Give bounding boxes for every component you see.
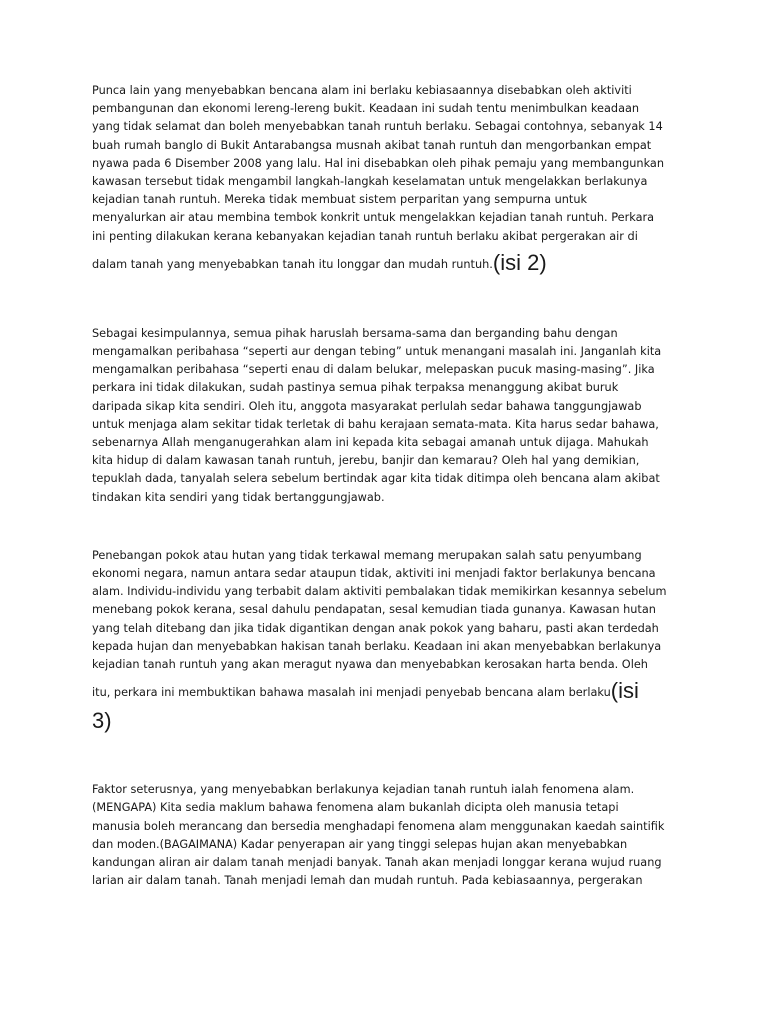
text-line: ini penting dilakukan kerana kebanyakan kejadian tanah runtuh berlaku akibat pergerakan air di xyxy=(92,229,638,243)
section-marker: (isi 2) xyxy=(492,249,547,275)
text-line: menebang pokok kerana, sesal dahulu pendapatan, sesal kemudian tiada gunanya. Kawasan hutan xyxy=(92,603,656,617)
text-line: kejadian tanah runtuh yang akan meragut nyawa dan menyebabkan kerosakan harta benda. Oleh xyxy=(92,658,648,672)
text-line: tindakan kita sendiri yang tidak bertanggungjawab. xyxy=(92,490,385,504)
text-line: kejadian tanah runtuh. Mereka tidak membuat sistem perparitan yang sempurna untuk xyxy=(92,193,588,207)
text-line: perkara ini tidak dilakukan, sudah pastinya semua pihak terpaksa menanggung akibat buruk xyxy=(92,381,619,395)
text-line: larian air dalam tanah. Tanah menjadi lemah dan mudah runtuh. Pada kebiasaannya, pergerakan xyxy=(92,874,643,888)
section-marker-continued: 3) xyxy=(92,708,112,734)
text-line: Penebangan pokok atau hutan yang tidak terkawal memang merupakan salah satu penyumbang xyxy=(92,548,642,562)
text-line: ekonomi negara, namun antara sedar ataupun tidak, aktiviti ini menjadi faktor berlakunya bencana xyxy=(92,567,656,581)
section-marker: (isi xyxy=(610,678,639,704)
text-line: (MENGAPA) Kita sedia maklum bahawa fenomena alam bukanlah dicipta oleh manusia tetapi xyxy=(92,801,619,815)
paragraph-3 xyxy=(92,547,667,734)
text-line: nyawa pada 6 Disember 2008 yang lalu. Hal ini disebabkan oleh pihak pemaju yang membangunkan xyxy=(92,156,664,170)
text-line: manusia boleh merancang dan bersedia menghadapi fenomena alam menggunakan kaedah saintifik xyxy=(92,819,665,833)
text-line: daripada sikap kita sendiri. Oleh itu, anggota masyarakat perlulah sedar bahawa tanggungjawab xyxy=(92,399,642,413)
paragraph-2 xyxy=(92,325,662,507)
text-line: mengamalkan peribahasa “seperti aur dengan tebing” untuk menangani masalah ini. Janganlah kita xyxy=(92,345,662,359)
text-line: kandungan aliran air dalam tanah menjadi banyak. Tanah akan menjadi longgar kerana wujud ruang xyxy=(92,856,662,870)
text-line-with-marker xyxy=(92,680,652,704)
text-line: pembangunan dan ekonomi lereng-lereng bukit. Keadaan ini sudah tentu menimbulkan keadaan xyxy=(92,102,640,116)
text-line: kepada hujan dan menyebabkan hakisan tanah berlaku. Keadaan ini akan menyebabkan berlakunya xyxy=(92,639,662,653)
text-line-last: itu, perkara ini membuktikan bahawa masalah ini menjadi penyebab bencana alam berlaku xyxy=(92,686,611,700)
text-line: menyalurkan air atau membina tembok konkrit untuk mengelakkan kejadian tanah runtuh. Perkara xyxy=(92,211,655,225)
text-line: kita hidup di dalam kawasan tanah runtuh, jerebu, banjir dan kemarau? Oleh hal yang demikian, xyxy=(92,454,640,468)
text-line: Faktor seterusnya, yang menyebabkan berlakunya kejadian tanah runtuh ialah fenomena alam. xyxy=(92,783,635,797)
text-line-last: dalam tanah yang menyebabkan tanah itu longgar dan mudah runtuh. xyxy=(92,257,493,271)
text-line: alam. Individu-individu yang terbabit dalam aktiviti pembalakan tidak memikirkan kesannya sebelum xyxy=(92,585,667,599)
document-body xyxy=(92,82,667,891)
text-line: tepuklah dada, tanyalah selera sebelum bertindak agar kita tidak ditimpa oleh bencana alam akibat xyxy=(92,472,660,486)
text-line: Sebagai kesimpulannya, semua pihak haruslah bersama-sama dan berganding bahu dengan xyxy=(92,326,618,340)
text-line: mengamalkan peribahasa “seperti enau di dalam belukar, melepaskan pucuk masing-masing”. Jika xyxy=(92,363,655,377)
text-line: kawasan tersebut tidak mengambil langkah-langkah keselamatan untuk mengelakkan berlakunya xyxy=(92,175,648,189)
text-line: buah rumah banglo di Bukit Antarabangsa musnah akibat tanah runtuh dan mengorbankan empat xyxy=(92,138,652,152)
paragraph-1 xyxy=(92,82,664,276)
text-line: Punca lain yang menyebabkan bencana alam ini berlaku kebiasaannya disebabkan oleh aktiviti xyxy=(92,84,632,97)
text-line: yang tidak selamat dan boleh menyebabkan tanah runtuh berlaku. Sebagai contohnya, sebanyak 14 xyxy=(92,120,663,134)
text-line: dan moden.(BAGAIMANA) Kadar penyerapan air yang tinggi selepas hujan akan menyebabkan xyxy=(92,837,628,851)
text-line: untuk menjaga alam sekitar tidak terletak di bahu kerajaan semata-mata. Kita harus sedar bahawa, xyxy=(92,417,659,431)
text-line-with-marker xyxy=(92,249,652,276)
paragraph-4 xyxy=(92,781,665,890)
text-line: yang telah ditebang dan jika tidak digantikan dengan anak pokok yang baharu, pasti akan terdedah xyxy=(92,621,659,635)
text-line: sebenarnya Allah menganugerahkan alam ini kepada kita sebagai amanah untuk dijaga. Mahukah xyxy=(92,436,649,450)
